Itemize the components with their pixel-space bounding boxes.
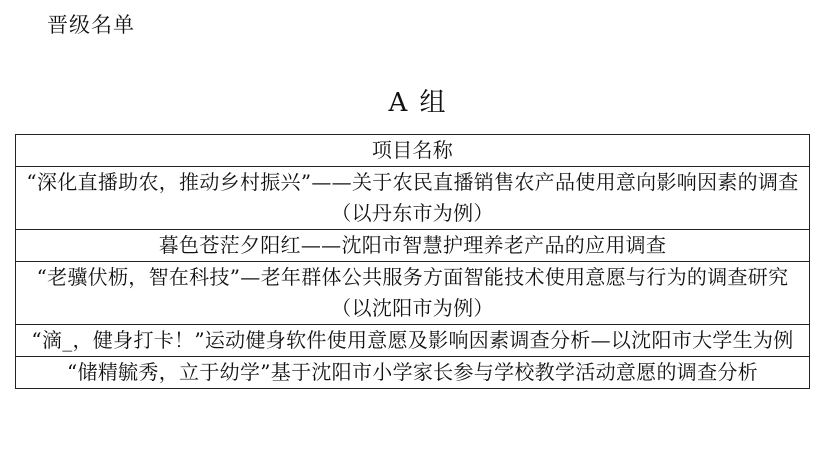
project-name-cell: “储精毓秀，立于幼学”基于沈阳市小学家长参与学校教学活动意愿的调查分析 [16,357,810,389]
table-row [16,262,810,325]
table-header-row [16,135,810,167]
group-title: A 组 [388,88,448,118]
project-name-cell: “老骥伏枥，智在科技”—老年群体公共服务方面智能技术使用意愿与行为的调查研究（以沈阳市为例） [16,262,810,325]
table-row [16,230,810,262]
table-row [16,357,810,389]
project-name-cell: “滴_，健身打卡！”运动健身软件使用意愿及影响因素调查分析—以沈阳市大学生为例 [16,325,810,357]
column-header-project-name: 项目名称 [16,135,810,167]
document-heading: 晋级名单 [47,13,135,37]
project-name-cell: “深化直播助农，推动乡村振兴”——关于农民直播销售农产品使用意向影响因素的调查（以丹东市为例） [16,167,810,230]
table-row [16,325,810,357]
project-list-table [15,134,810,389]
table-row [16,167,810,230]
project-name-cell: 暮色苍茫夕阳红——沈阳市智慧护理养老产品的应用调查 [16,230,810,262]
